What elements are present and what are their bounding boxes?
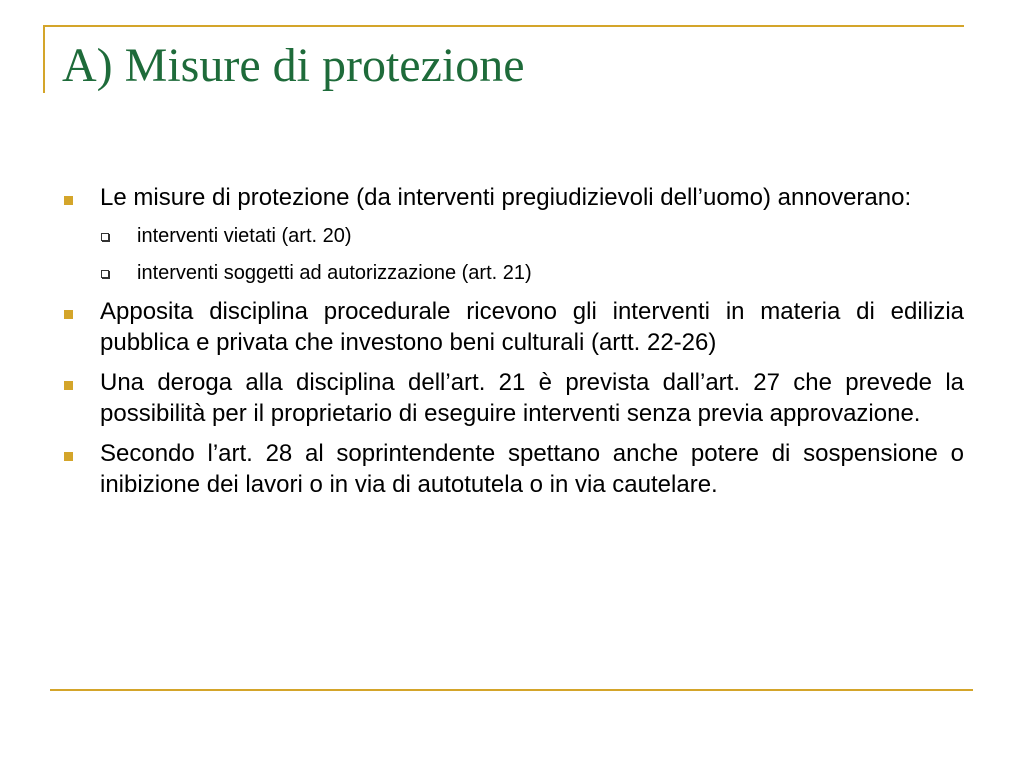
square-bullet-icon	[64, 381, 73, 390]
top-frame-line	[43, 25, 964, 27]
subbullet-text: interventi soggetti ad autorizzazione (art. 21)	[137, 262, 532, 284]
bullet-text: Una deroga alla disciplina dell’art. 21 è prevista dall’art. 27 che prevede la possibilità per il proprietario di eseguire interventi senza previa approvazione.	[100, 369, 964, 427]
hollow-square-bullet-icon	[101, 270, 109, 278]
bullet-text: Secondo l’art. 28 al soprintendente spettano anche potere di sospensione o inibizione dei lavori o in via di autotutela o in via cautelare.	[100, 440, 964, 498]
subbullet-item-2	[62, 259, 964, 287]
subbullet-text: interventi vietati (art. 20)	[137, 225, 352, 247]
bottom-frame-line	[50, 689, 973, 691]
subbullet-item-1	[62, 222, 964, 250]
bullet-item-2	[62, 296, 964, 358]
square-bullet-icon	[64, 310, 73, 319]
left-frame-line	[43, 25, 45, 93]
slide-title: A) Misure di protezione	[62, 39, 525, 92]
bullet-text: Apposita disciplina procedurale ricevono gli interventi in materia di edilizia pubblica e privata che investono beni culturali (artt. 22-26)	[100, 298, 964, 356]
bullet-item-4	[62, 438, 964, 500]
square-bullet-icon	[64, 452, 73, 461]
hollow-square-bullet-icon	[101, 233, 109, 241]
bullet-text: Le misure di protezione (da interventi pregiudizievoli dell’uomo) annoverano:	[100, 184, 912, 211]
slide-body	[62, 182, 964, 509]
bullet-item-1	[62, 182, 964, 213]
bullet-item-3	[62, 367, 964, 429]
square-bullet-icon	[64, 196, 73, 205]
